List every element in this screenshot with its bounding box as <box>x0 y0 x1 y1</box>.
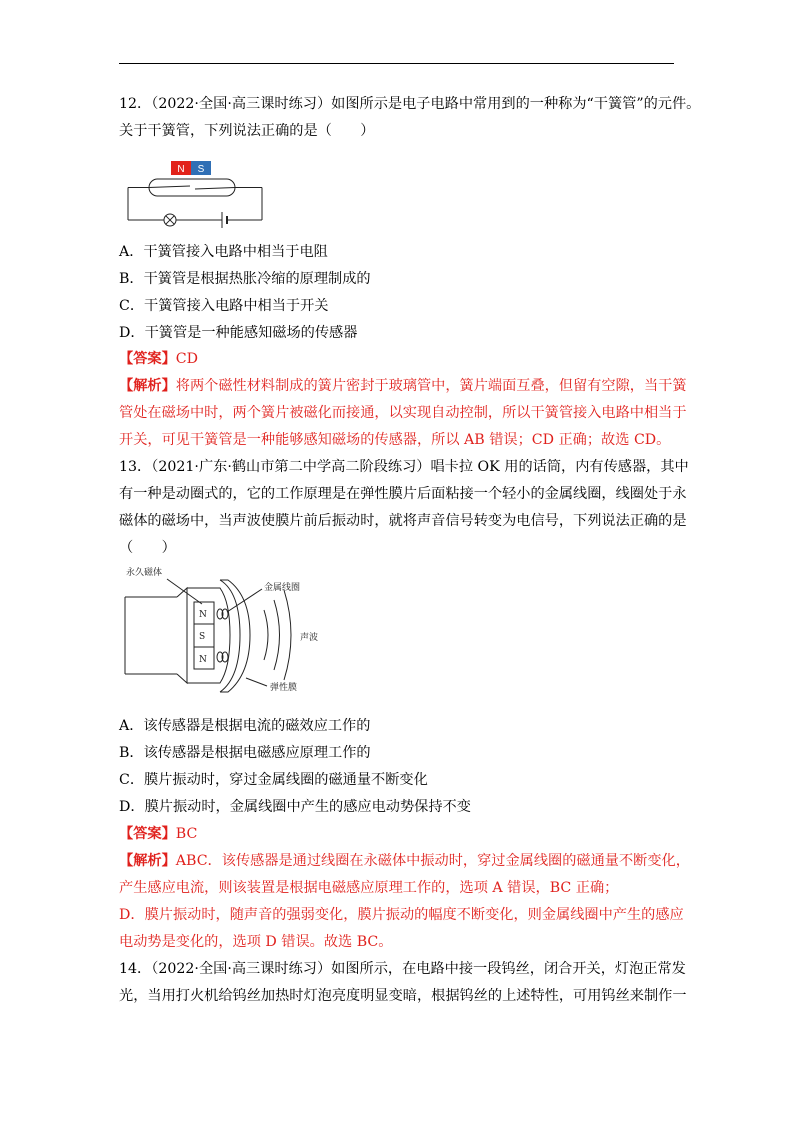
q13-answer <box>119 824 679 844</box>
reed-switch-circuit-figure <box>124 158 266 232</box>
pole-n-top: N <box>199 610 207 620</box>
q12-analysis-line-2: 管处在磁场中时，两个簧片被磁化而接通，以实现自动控制，所以干簧管接入电路中相当于 <box>119 405 687 421</box>
q13-option-b: B．该传感器是根据电磁感应原理工作的 <box>119 745 371 761</box>
q12-analysis-line-3: 开关，可见干簧管是一种能够感知磁场的传感器，所以 AB 错误；CD 正确；故选 CD。 <box>119 432 671 448</box>
q12-option-c: C．干簧管接入电路中相当于开关 <box>119 298 329 314</box>
microphone-figure <box>122 562 342 704</box>
q12-option-a: A．干簧管接入电路中相当于电阻 <box>119 244 328 260</box>
label-metal-coil: 金属线圈 <box>264 583 301 593</box>
q13-analysis-tag: 【解析】 <box>119 853 176 869</box>
q12-answer <box>119 349 679 369</box>
sound-wave-3 <box>284 590 291 680</box>
q12-answer-tag: 【答案】 <box>119 351 176 367</box>
leader-magnet <box>167 579 202 604</box>
q13-analysis-line-3: D．膜片振动时，随声音的强弱变化，膜片振动的幅度不断变化，则金属线圈中产生的感应 <box>119 907 684 923</box>
q14-stem-line-1: 14．（2022·全国·高三课时练习）如图所示，在电路中接一段钨丝，闭合开关，灯泡正常发 <box>119 961 686 977</box>
q13-analysis-line-1 <box>119 851 690 871</box>
q13-analysis-text-1: ABC．该传感器是通过线圈在永磁体中振动时，穿过金属线圈的磁通量不断变化， <box>175 853 690 869</box>
q13-analysis-line-2: 产生感应电流，则该装置是根据电磁感应原理工作的，选项 A 错误，BC 正确； <box>119 880 619 896</box>
q12-stem-line-1: 12．（2022·全国·高三课时练习）如图所示是电子电路中常用到的一种称为“干簧管”的元件。 <box>119 96 701 112</box>
q13-stem-line-2: 有一种是动圈式的，它的工作原理是在弹性膜片后面粘接一个轻小的金属线圈，线圈处于永 <box>119 486 687 502</box>
q12-option-b: B．干簧管是根据热胀冷缩的原理制成的 <box>119 271 371 287</box>
label-sound-wave: 声波 <box>300 633 319 643</box>
sound-wave-1 <box>264 610 268 660</box>
label-elastic-membrane: 弹性膜 <box>270 683 298 693</box>
q13-analysis-line-4: 电动势是变化的，选项 D 错误。故选 BC。 <box>119 934 393 950</box>
q14-stem-line-2: 光，当用打火机给钨丝加热时灯泡亮度明显变暗，根据钨丝的上述特性，可用钨丝来制作一 <box>119 988 687 1004</box>
q13-stem-line-4: （ ） <box>119 540 176 556</box>
q12-analysis-line-1 <box>119 376 687 396</box>
magnet-n-label: N <box>177 164 185 175</box>
q12-stem-line-2: 关于干簧管，下列说法正确的是（ ） <box>119 123 375 139</box>
q13-answer-value: BC <box>175 826 198 842</box>
q12-option-d: D．干簧管是一种能感知磁场的传感器 <box>119 325 358 341</box>
header-rule <box>119 63 674 64</box>
pole-n-bottom: N <box>199 655 207 665</box>
label-permanent-magnet: 永久磁体 <box>126 568 163 578</box>
sound-wave-2 <box>274 600 280 670</box>
leader-membrane <box>246 678 267 686</box>
q13-option-d: D．膜片振动时，金属线圈中产生的感应电动势保持不变 <box>119 799 471 815</box>
q13-answer-tag: 【答案】 <box>119 826 176 842</box>
q12-analysis-tag: 【解析】 <box>119 378 176 394</box>
magnet-s-label: S <box>197 164 205 175</box>
pole-s: S <box>199 632 206 642</box>
mic-body-neck <box>177 588 187 683</box>
q13-option-c: C．膜片振动时，穿过金属线圈的磁通量不断变化 <box>119 772 428 788</box>
q13-option-a: A．该传感器是根据电流的磁效应工作的 <box>119 718 371 734</box>
q13-stem-line-1: 13．（2021·广东·鹤山市第二中学高二阶段练习）唱卡拉 OK 用的话筒，内有传感器，其中 <box>119 459 689 475</box>
q12-analysis-text-1: 将两个磁性材料制成的簧片密封于玻璃管中，簧片端面互叠，但留有空隙，当干簧 <box>175 378 687 394</box>
q12-answer-value: CD <box>175 351 198 367</box>
q13-stem-line-3: 磁体的磁场中，当声波使膜片前后振动时，就将声音信号转变为电信号，下列说法正确的是 <box>119 513 687 529</box>
